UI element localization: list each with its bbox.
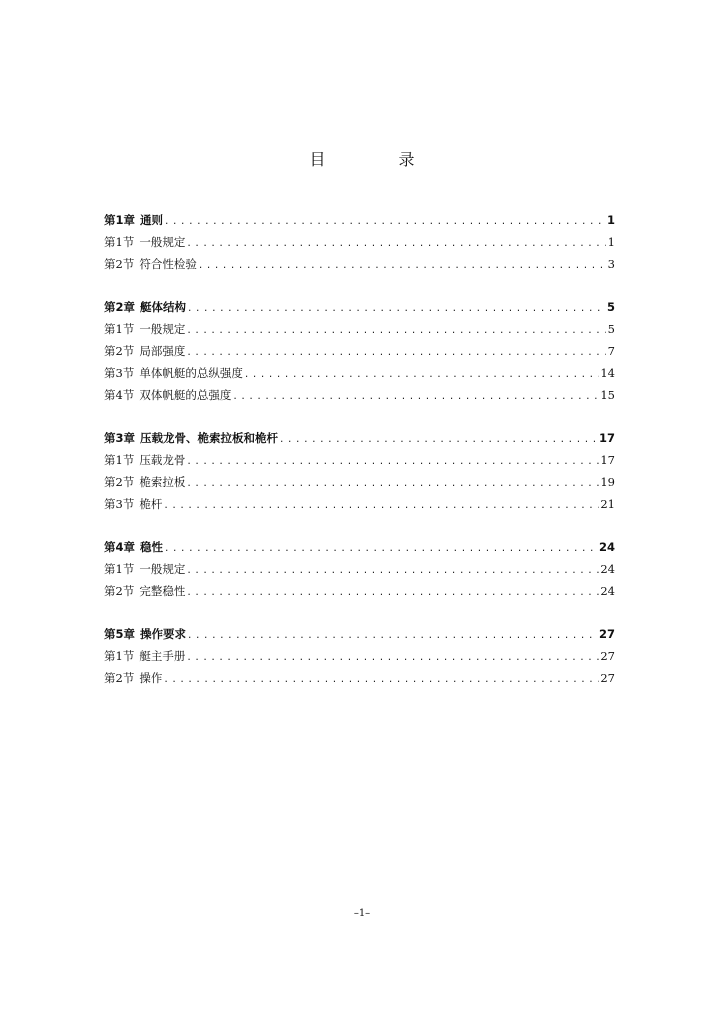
dot-leader (186, 647, 599, 667)
entry-page-number: 17 (600, 453, 615, 467)
dot-leader (164, 538, 598, 558)
dot-leader (163, 495, 599, 515)
toc-section[interactable] (104, 493, 615, 515)
entry-title: 局部强度 (139, 344, 186, 358)
toc-section[interactable] (104, 558, 615, 580)
toc-section[interactable] (104, 580, 615, 602)
dot-leader (186, 582, 599, 602)
toc-section[interactable] (104, 667, 615, 689)
toc-section[interactable] (104, 231, 615, 253)
entry-page-number: 5 (607, 322, 615, 336)
entry-page-number: 24 (600, 562, 615, 576)
entry-title: 操作 (139, 671, 163, 685)
toc-chapter-2[interactable] (104, 296, 615, 318)
entry-page-number: 24 (598, 540, 615, 554)
entry-number: 第5章 (104, 627, 136, 641)
entry-number: 第2章 (104, 300, 136, 314)
entry-page-number: 24 (600, 584, 615, 598)
entry-number: 第1节 (104, 562, 135, 576)
entry-title: 双体帆艇的总强度 (139, 388, 232, 402)
entry-number: 第1节 (104, 453, 135, 467)
entry-page-number: 3 (607, 257, 615, 271)
entry-number: 第1节 (104, 235, 135, 249)
toc-chapter-3[interactable] (104, 427, 615, 449)
entry-title: 桅杆 (139, 497, 163, 511)
toc-chapter-1[interactable] (104, 209, 615, 231)
entry-title: 一般规定 (139, 562, 186, 576)
entry-title: 通则 (140, 213, 164, 227)
toc-chapter-5[interactable] (104, 623, 615, 645)
dot-leader (186, 451, 599, 471)
entry-number: 第2节 (104, 475, 135, 489)
toc-section[interactable] (104, 471, 615, 493)
toc-section[interactable] (104, 318, 615, 340)
entry-number: 第4节 (104, 388, 135, 402)
page-title: 目 录 (309, 150, 449, 169)
entry-title: 压载龙骨、桅索拉板和桅杆 (140, 431, 279, 445)
toc-section[interactable] (104, 253, 615, 275)
entry-page-number: 14 (600, 366, 615, 380)
entry-title: 完整稳性 (139, 584, 186, 598)
dot-leader (279, 429, 598, 449)
entry-title: 艇主手册 (139, 649, 186, 663)
entry-page-number: 1 (607, 235, 615, 249)
entry-page-number: 15 (600, 388, 615, 402)
entry-number: 第1章 (104, 213, 136, 227)
dot-leader (187, 625, 598, 645)
dot-leader (198, 255, 606, 275)
page-number-footer: –1– (353, 908, 371, 919)
entry-title: 操作要求 (140, 627, 187, 641)
dot-leader (244, 364, 600, 384)
toc-section[interactable] (104, 449, 615, 471)
entry-page-number: 19 (600, 475, 615, 489)
entry-number: 第2节 (104, 344, 135, 358)
dot-leader (186, 342, 606, 362)
dot-leader (186, 473, 599, 493)
dot-leader (186, 320, 606, 340)
entry-title: 一般规定 (139, 322, 186, 336)
entry-number: 第2节 (104, 257, 135, 271)
table-of-contents (104, 209, 615, 689)
entry-number: 第3章 (104, 431, 136, 445)
entry-number: 第3节 (104, 497, 135, 511)
entry-page-number: 27 (600, 671, 615, 685)
entry-title: 稳性 (140, 540, 164, 554)
entry-page-number: 17 (598, 431, 615, 445)
entry-title: 艇体结构 (140, 300, 187, 314)
dot-leader (232, 386, 599, 406)
dot-leader (186, 560, 599, 580)
dot-leader (187, 298, 606, 318)
entry-page-number: 7 (607, 344, 615, 358)
entry-number: 第3节 (104, 366, 135, 380)
entry-title: 一般规定 (139, 235, 186, 249)
entry-page-number: 27 (598, 627, 615, 641)
toc-chapter-4[interactable] (104, 536, 615, 558)
entry-number: 第1节 (104, 649, 135, 663)
entry-title: 桅索拉板 (139, 475, 186, 489)
toc-section[interactable] (104, 384, 615, 406)
toc-section[interactable] (104, 645, 615, 667)
entry-page-number: 27 (600, 649, 615, 663)
toc-section[interactable] (104, 362, 615, 384)
entry-page-number: 21 (600, 497, 615, 511)
entry-number: 第4章 (104, 540, 136, 554)
dot-leader (163, 669, 599, 689)
entry-page-number: 5 (606, 300, 615, 314)
dot-leader (186, 233, 606, 253)
entry-title: 压载龙骨 (139, 453, 186, 467)
toc-section[interactable] (104, 340, 615, 362)
entry-page-number: 1 (606, 213, 615, 227)
entry-number: 第2节 (104, 584, 135, 598)
entry-title: 单体帆艇的总纵强度 (139, 366, 243, 380)
dot-leader (164, 211, 606, 231)
entry-number: 第2节 (104, 671, 135, 685)
entry-title: 符合性检验 (139, 257, 197, 271)
entry-number: 第1节 (104, 322, 135, 336)
